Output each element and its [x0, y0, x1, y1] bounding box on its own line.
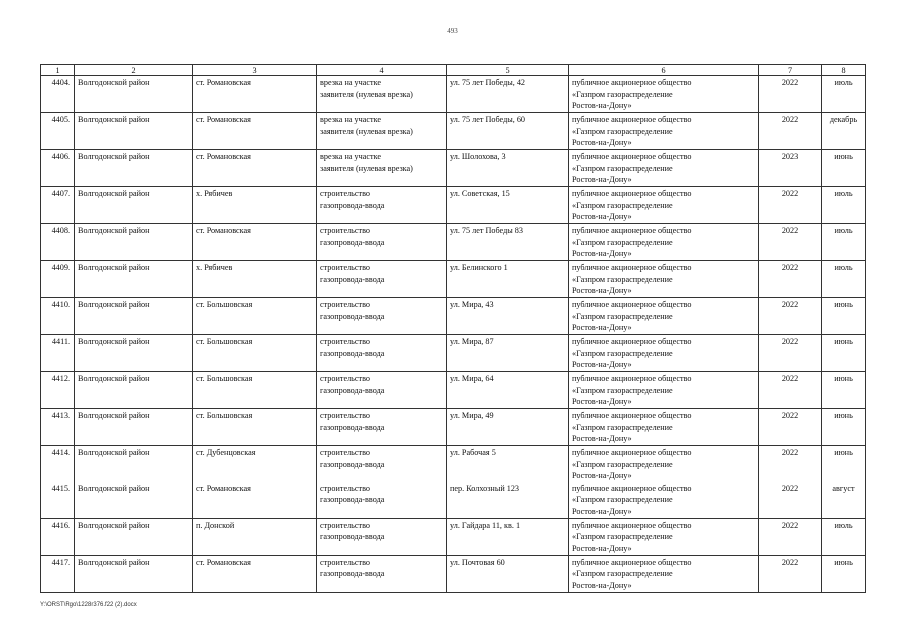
district-cell [75, 113, 193, 150]
settlement-cell-text: х. Рябичев [196, 263, 233, 272]
address-cell [447, 446, 569, 482]
table-row [41, 446, 866, 482]
district-cell [75, 335, 193, 372]
year-cell-text: 2022 [781, 300, 799, 309]
organization-cell [569, 482, 759, 519]
month-cell-text: июль [834, 78, 853, 87]
year-cell-text: 2022 [781, 448, 799, 457]
district-cell [75, 76, 193, 113]
year-cell [759, 555, 822, 592]
settlement-cell-text: ст. Большовская [196, 300, 253, 309]
table-row [41, 150, 866, 187]
district-cell [75, 555, 193, 592]
year-cell [759, 76, 822, 113]
row-number-text: 4408. [51, 226, 70, 235]
work-type-cell [317, 372, 447, 409]
organization-cell-text: публичное акционерное общество «Газпром газораспределение Ростов-на-Дону» [572, 189, 692, 222]
address-cell [447, 224, 569, 261]
organization-cell [569, 187, 759, 224]
settlement-cell [193, 224, 317, 261]
organization-cell-text: публичное акционерное общество «Газпром газораспределение Ростов-на-Дону» [572, 411, 692, 444]
table-row [41, 555, 866, 592]
settlement-cell-text: ст. Большовская [196, 411, 253, 420]
column-header-1: 1 [41, 65, 75, 76]
month-cell [822, 224, 866, 261]
month-cell [822, 113, 866, 150]
work-type-cell-text: строительство газопровода-ввода [320, 300, 385, 321]
row-number-text: 4407. [51, 189, 70, 198]
table-row [41, 113, 866, 150]
work-type-cell [317, 224, 447, 261]
address-cell [447, 372, 569, 409]
work-type-cell [317, 261, 447, 298]
month-cell [822, 518, 866, 555]
month-cell-text: август [832, 483, 855, 493]
organization-cell [569, 372, 759, 409]
address-cell-text: ул. Мира, 64 [450, 374, 494, 383]
organization-cell [569, 335, 759, 372]
column-header-3: 3 [193, 65, 317, 76]
month-cell-text: июль [834, 520, 853, 530]
work-type-cell-text: строительство газопровода-ввода [320, 189, 385, 210]
row-number [41, 482, 75, 519]
work-type-cell [317, 518, 447, 555]
row-number [41, 76, 75, 113]
month-cell-text: июль [834, 226, 853, 235]
address-cell-text: ул. Гайдара 11, кв. 1 [450, 520, 521, 530]
month-cell [822, 261, 866, 298]
year-cell [759, 446, 822, 482]
address-cell-text: ул. Рабочая 5 [450, 448, 496, 457]
row-number-text: 4404. [51, 78, 70, 87]
settlement-cell [193, 76, 317, 113]
organization-cell-text: публичное акционерное общество «Газпром газораспределение Ростов-на-Дону» [572, 374, 692, 407]
month-cell-text: июнь [834, 300, 853, 309]
table-row [41, 224, 866, 261]
year-cell [759, 409, 822, 446]
row-number [41, 150, 75, 187]
settlement-cell [193, 482, 317, 519]
month-cell-text: июнь [834, 557, 853, 567]
month-cell [822, 482, 866, 519]
year-cell [759, 113, 822, 150]
row-number-text: 4411. [51, 337, 70, 346]
settlement-cell [193, 555, 317, 592]
row-number [41, 409, 75, 446]
organization-cell-text: публичное акционерное общество «Газпром газораспределение Ростов-на-Дону» [572, 78, 692, 111]
year-cell-text: 2022 [781, 520, 799, 530]
district-cell-text: Волгодонской район [78, 78, 150, 87]
column-header-4: 4 [317, 65, 447, 76]
district-cell-text: Волгодонской район [78, 152, 150, 161]
organization-cell-text: публичное акционерное общество «Газпром газораспределение Ростов-на-Дону» [572, 337, 692, 370]
district-cell-text: Волгодонской район [78, 483, 150, 493]
month-cell [822, 409, 866, 446]
work-type-cell-text: строительство газопровода-ввода [320, 374, 385, 395]
month-cell [822, 446, 866, 482]
year-cell [759, 150, 822, 187]
work-type-cell-text: строительство газопровода-ввода [320, 448, 385, 469]
work-type-cell-text: строительство газопровода-ввода [320, 337, 385, 358]
month-cell-text: июнь [834, 448, 853, 457]
settlement-cell-text: ст. Романовская [196, 483, 251, 493]
year-cell [759, 261, 822, 298]
year-cell [759, 372, 822, 409]
settlement-cell-text: ст. Романовская [196, 115, 251, 124]
settlement-cell-text: ст. Романовская [196, 152, 251, 161]
organization-cell-text: публичное акционерное общество «Газпром газораспределение Ростов-на-Дону» [572, 226, 692, 259]
table-row [41, 76, 866, 113]
settlement-cell [193, 446, 317, 482]
month-cell-text: июнь [834, 374, 853, 383]
column-header-2: 2 [75, 65, 193, 76]
settlement-cell [193, 261, 317, 298]
table-header [41, 65, 866, 76]
work-type-cell-text: врезка на участке заявителя (нулевая врезка) [320, 78, 413, 99]
address-cell [447, 555, 569, 592]
settlement-cell-text: ст. Большовская [196, 374, 253, 383]
district-cell-text: Волгодонской район [78, 520, 150, 530]
district-cell-text: Волгодонской район [78, 263, 150, 272]
district-cell-text: Волгодонской район [78, 115, 150, 124]
address-cell [447, 335, 569, 372]
address-cell-text: ул. Мира, 87 [450, 337, 494, 346]
organization-cell-text: публичное акционерное общество «Газпром газораспределение Ростов-на-Дону» [572, 263, 692, 296]
address-cell [447, 409, 569, 446]
row-number [41, 187, 75, 224]
address-cell [447, 298, 569, 335]
year-cell-text: 2022 [781, 337, 799, 346]
table-row [41, 409, 866, 446]
address-cell-text: ул. Шолохова, 3 [450, 152, 506, 161]
settlement-cell-text: х. Рябичев [196, 189, 233, 198]
year-cell-text: 2022 [781, 263, 799, 272]
organization-cell-text: публичное акционерное общество «Газпром газораспределение Ростов-на-Дону» [572, 520, 692, 553]
district-cell [75, 372, 193, 409]
organization-cell-text: публичное акционерное общество «Газпром газораспределение Ростов-на-Дону» [572, 300, 692, 333]
year-cell [759, 482, 822, 519]
address-cell-text: ул. Белинского 1 [450, 263, 508, 272]
year-cell-text: 2022 [781, 374, 799, 383]
work-type-cell-text: врезка на участке заявителя (нулевая врезка) [320, 152, 413, 173]
organization-cell [569, 261, 759, 298]
organization-cell [569, 76, 759, 113]
year-cell-text: 2022 [781, 78, 799, 87]
work-type-cell-text: строительство газопровода-ввода [320, 263, 385, 284]
row-number-text: 4410. [51, 300, 70, 309]
row-number-text: 4414. [51, 448, 70, 457]
settlement-cell [193, 335, 317, 372]
month-cell-text: июль [834, 263, 853, 272]
settlement-cell-text: п. Донской [196, 520, 235, 530]
table-row [41, 482, 866, 519]
organization-cell [569, 224, 759, 261]
work-type-cell [317, 409, 447, 446]
organization-cell [569, 150, 759, 187]
address-cell-text: ул. Мира, 43 [450, 300, 494, 309]
year-cell [759, 298, 822, 335]
month-cell-text: июнь [834, 337, 853, 346]
address-cell [447, 76, 569, 113]
month-cell-text: июнь [834, 152, 853, 161]
settlement-cell-text: ст. Романовская [196, 557, 251, 567]
file-path-footer: Y:\ORST\Rgo\1228r376.f22 (2).docx [40, 602, 137, 608]
work-type-cell-text: врезка на участке заявителя (нулевая врезка) [320, 115, 413, 136]
district-cell-text: Волгодонской район [78, 557, 150, 567]
organization-cell-text: публичное акционерное общество «Газпром газораспределение Ростов-на-Дону» [572, 483, 692, 516]
organization-cell [569, 518, 759, 555]
year-cell [759, 518, 822, 555]
row-number-text: 4416. [51, 520, 70, 530]
year-cell-text: 2022 [781, 483, 799, 493]
table-row [41, 187, 866, 224]
district-cell-text: Волгодонской район [78, 337, 150, 346]
row-number-text: 4405. [51, 115, 70, 124]
district-cell [75, 518, 193, 555]
year-cell-text: 2022 [781, 189, 799, 198]
month-cell-text: июнь [834, 411, 853, 420]
column-header-5: 5 [447, 65, 569, 76]
address-cell [447, 261, 569, 298]
district-cell [75, 187, 193, 224]
table-row [41, 372, 866, 409]
gasification-schedule-table [40, 64, 866, 593]
month-cell [822, 372, 866, 409]
organization-cell [569, 298, 759, 335]
year-cell-text: 2022 [781, 226, 799, 235]
month-cell-text: декабрь [829, 115, 858, 124]
settlement-cell [193, 187, 317, 224]
organization-cell-text: публичное акционерное общество «Газпром газораспределение Ростов-на-Дону» [572, 557, 692, 590]
table-row [41, 335, 866, 372]
year-cell-text: 2022 [781, 411, 799, 420]
settlement-cell [193, 372, 317, 409]
work-type-cell [317, 335, 447, 372]
work-type-cell [317, 482, 447, 519]
district-cell-text: Волгодонской район [78, 448, 150, 457]
settlement-cell [193, 150, 317, 187]
month-cell [822, 150, 866, 187]
district-cell-text: Волгодонской район [78, 300, 150, 309]
settlement-cell-text: ст. Романовская [196, 78, 251, 87]
district-cell [75, 482, 193, 519]
row-number [41, 555, 75, 592]
header-row [41, 65, 866, 76]
row-number [41, 446, 75, 482]
work-type-cell [317, 113, 447, 150]
page-number: 493 [447, 27, 458, 35]
district-cell [75, 446, 193, 482]
district-cell [75, 261, 193, 298]
work-type-cell [317, 187, 447, 224]
address-cell [447, 187, 569, 224]
row-number-text: 4409. [51, 263, 70, 272]
month-cell [822, 555, 866, 592]
work-type-cell-text: строительство газопровода-ввода [320, 557, 385, 579]
settlement-cell-text: ст. Дубенцовская [196, 448, 256, 457]
table-row [41, 298, 866, 335]
work-type-cell [317, 298, 447, 335]
row-number-text: 4412. [51, 374, 70, 383]
organization-cell-text: публичное акционерное общество «Газпром газораспределение Ростов-на-Дону» [572, 152, 692, 185]
address-cell [447, 150, 569, 187]
row-number-text: 4406. [51, 152, 70, 161]
column-header-7: 7 [759, 65, 822, 76]
settlement-cell [193, 409, 317, 446]
district-cell [75, 409, 193, 446]
row-number [41, 113, 75, 150]
district-cell-text: Волгодонской район [78, 189, 150, 198]
work-type-cell [317, 446, 447, 482]
row-number [41, 518, 75, 555]
organization-cell [569, 409, 759, 446]
district-cell [75, 224, 193, 261]
month-cell-text: июль [834, 189, 853, 198]
address-cell [447, 518, 569, 555]
address-cell-text: ул. 75 лет Победы, 60 [450, 115, 526, 124]
month-cell [822, 76, 866, 113]
row-number [41, 224, 75, 261]
organization-cell [569, 555, 759, 592]
month-cell [822, 335, 866, 372]
year-cell-text: 2023 [781, 152, 799, 161]
work-type-cell [317, 555, 447, 592]
district-cell [75, 298, 193, 335]
district-cell-text: Волгодонской район [78, 411, 150, 420]
month-cell [822, 298, 866, 335]
year-cell [759, 187, 822, 224]
row-number [41, 372, 75, 409]
address-cell-text: ул. Почтовая 60 [450, 557, 505, 567]
district-cell [75, 150, 193, 187]
row-number-text: 4417. [51, 557, 70, 567]
settlement-cell-text: ст. Большовская [196, 337, 253, 346]
table-body [41, 76, 866, 593]
table-row [41, 261, 866, 298]
table-row [41, 518, 866, 555]
year-cell-text: 2022 [781, 557, 799, 567]
organization-cell-text: публичное акционерное общество «Газпром газораспределение Ростов-на-Дону» [572, 448, 692, 481]
address-cell-text: ул. 75 лет Победы 83 [450, 226, 523, 235]
work-type-cell-text: строительство газопровода-ввода [320, 520, 385, 542]
address-cell-text: пер. Колхозный 123 [450, 483, 520, 493]
row-number [41, 298, 75, 335]
work-type-cell-text: строительство газопровода-ввода [320, 411, 385, 432]
work-type-cell-text: строительство газопровода-ввода [320, 226, 385, 247]
settlement-cell-text: ст. Романовская [196, 226, 251, 235]
month-cell [822, 187, 866, 224]
district-cell-text: Волгодонской район [78, 226, 150, 235]
address-cell-text: ул. 75 лет Победы, 42 [450, 78, 526, 87]
column-header-6: 6 [569, 65, 759, 76]
settlement-cell [193, 518, 317, 555]
address-cell-text: ул. Мира, 49 [450, 411, 494, 420]
row-number-text: 4415. [51, 483, 70, 493]
year-cell [759, 335, 822, 372]
organization-cell-text: публичное акционерное общество «Газпром газораспределение Ростов-на-Дону» [572, 115, 692, 148]
row-number [41, 335, 75, 372]
column-header-8: 8 [822, 65, 866, 76]
address-cell [447, 113, 569, 150]
district-cell-text: Волгодонской район [78, 374, 150, 383]
work-type-cell [317, 76, 447, 113]
work-type-cell-text: строительство газопровода-ввода [320, 483, 385, 505]
year-cell-text: 2022 [781, 115, 799, 124]
address-cell [447, 482, 569, 519]
work-type-cell [317, 150, 447, 187]
address-cell-text: ул. Советская, 15 [450, 189, 510, 198]
settlement-cell [193, 113, 317, 150]
year-cell [759, 224, 822, 261]
organization-cell [569, 446, 759, 482]
row-number-text: 4413. [51, 411, 70, 420]
settlement-cell [193, 298, 317, 335]
organization-cell [569, 113, 759, 150]
row-number [41, 261, 75, 298]
